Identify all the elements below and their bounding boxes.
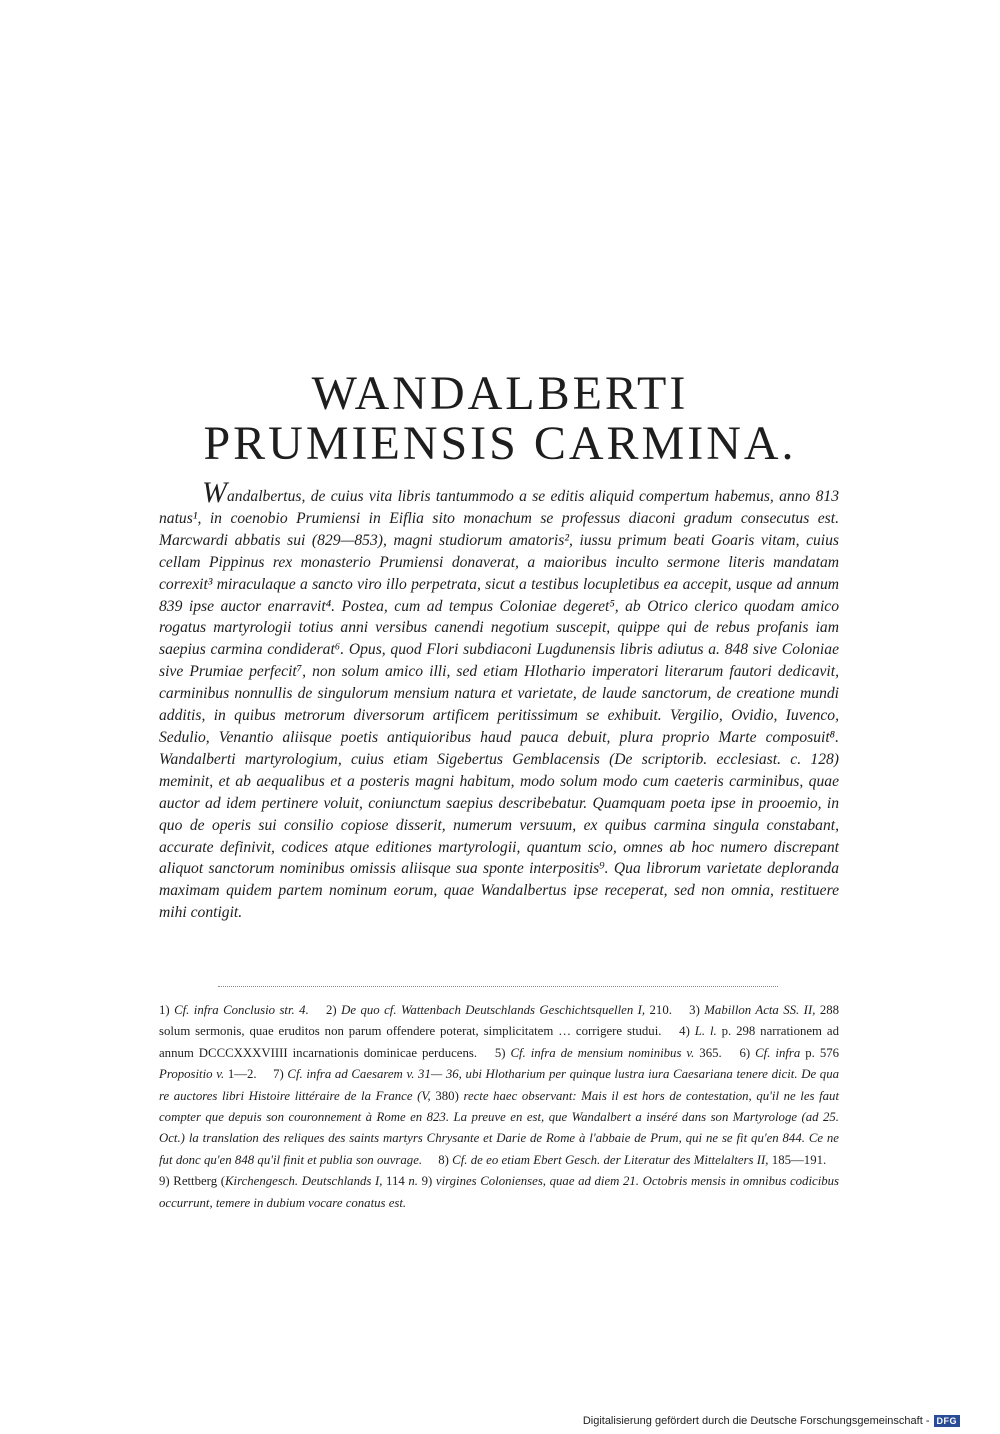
initial-letter: W [202,476,227,509]
footnote-text: 380) [430,1088,464,1103]
digitization-credit [583,1415,960,1427]
footnote-text: De quo cf. Wattenbach Deutschlands Geschichtsquellen I, [341,1003,646,1017]
footnote-marker: 8) [438,1152,453,1167]
footnote-text: 185—191. [768,1152,827,1167]
footnote-text: recte haec observant: Mais il est hors de contestation, qu'il ne les faut compter que depuis son couronnement à Rome en 823. La preuve en est, que Wandalbert a inséré dans son Martyrologe (ad 25. Oct.) la translation des reliques des saints martyrs Chrysante et Darie de Rome à l'abbaie de Prum, qui ne se fit qu'en 844. Ce ne fut donc qu'en 848 qu'il finit et publia son ouvrage. [159,1088,840,1167]
footnote-marker: 2) [326,1003,342,1017]
credit-text: Digitalisierung gefördert durch die Deutsche Forschungsgemeinschaft - [582,1415,930,1427]
footnote-block [159,1000,839,1214]
title-line-1: WANDALBERTI [311,367,689,420]
footnote-text: 288 solum sermonis, quae eruditos non parum offendere poterat, simplicitatem … corrigere studui. [159,1003,840,1039]
footnote-text: virgines Colonienses, quae ad diem 21. Octobris mensis in omnibus codicibus occurrunt, temere in dubium vocare conatus est. [159,1174,840,1210]
footnote-text: p. 576 [800,1045,840,1060]
footnote-text: 365. [694,1045,722,1060]
footnote-text: L. l. [694,1024,717,1039]
footnote-8 [438,1153,826,1167]
footnote-1 [159,1003,309,1017]
footnote-marker: 6) [739,1045,756,1060]
title-line-2: PRUMIENSIS CARMINA. [203,417,797,470]
footnote-marker: 4) [679,1024,695,1039]
footnote-text: 210. [645,1003,672,1017]
footnote-text: Cf. de eo etiam Ebert Gesch. der Literatur des Mittelalters II, [452,1152,769,1167]
footnote-text: p. 298 narrationem ad annum DCCCXXXVIIII incarnationis dominicae perducens. [159,1024,839,1060]
footnote-text: 9) [418,1174,436,1189]
footnote-2 [326,1003,672,1017]
footnote-marker: 3) [689,1003,705,1017]
footnote-text: Cf. infra ad Caesarem v. 31— 36, ubi Hlotharium per quinque lustra iura Caesariana tenere dicit. De qua re auctores libri Histoire littéraire de la France (V, [159,1067,840,1103]
footnote-text: Mabillon Acta SS. II, [704,1003,816,1017]
footnote-text: n. [408,1174,418,1189]
footnote-text: 114 [382,1174,409,1189]
footnote-text: Rettberg ( [173,1174,225,1189]
footnote-marker: 9) [159,1174,174,1189]
body-paragraph [159,476,839,924]
footnote-marker: 1) [159,1003,175,1017]
footnote-text: Cf. infra de mensium nominibus v. [510,1045,695,1060]
footnote-text: Cf. infra Conclusio str. 4. [174,1003,309,1017]
dotted-separator [218,986,778,989]
footnote-text: Kirchengesch. Deutschlands I, [225,1174,383,1189]
footnote-text: Cf. infra [755,1045,801,1060]
footnote-5 [495,1046,722,1060]
footnote-9 [159,1174,839,1209]
footnote-marker: 7) [273,1067,288,1082]
footnote-marker: 5) [494,1045,511,1060]
footnote-text: 1—2. [224,1067,257,1082]
footnote-text: Propositio v. [159,1067,225,1082]
footnotes [159,1000,839,1214]
body-text: andalbertus, de cuius vita libris tantummodo a se editis aliquid compertum habemus, anno 813 natus¹, in coenobio Prumiensi in Eiflia sito monachum se professus diaconi gradum consecutus est. Marcwardi abbatis sui (829—853), magni studiorum amatoris², iussu primum beati Goaris vitam, cuius cellam Pippinus rex monasterio Prumiensi donaverat, a maioribus inculto sermone literis mandatam correxit³ miraculaque a sancto viro illo perpetrata, sicut a testibus locupletibus ea accepit, usque ad annum 839 ipse auctor enarravit⁴. Postea, cum ad tempus Coloniae degeret⁵, ab Otrico clerico quodam amico rogatus martyrologii totius anni versibus canendi negotium suscepit, quippe qui de rebus profanis iam saepius carmina condiderat⁶. Opus, quod Flori subdiaconi Lugdunensis libris adiutus a. 848 sive Coloniae sive Prumiae perfecit⁷, non solum amico illi, sed etiam Hlothario imperatori literarum fautori dedicavit, carminibus nonnullis de singulorum mensium natura et varietate, de laude sanctorum, de creatione mundi additis, in quibus metrorum diversorum artificem peritissimum se exhibuit. Vergilio, Ovidio, Iuvenco, Sedulio, Venantio aliisque poetis antiquioribus haud pauca debuit, plura proprio Marte composuit⁸. Wandalberti martyrologium, cuius etiam Sigebertus Gemblacensis (De scriptorib. ecclesiast. c. 128) meminit, et ab aequalibus et a posteris magni habitum, modo solum modo cum caeteris carminibus, quae auctor ad idem pertinere voluit, coniunctum saepius describebatur. Quamquam poeta ipse in prooemio, in quo de operis sui consilio copiose disserit, numerum versuum, ex quibus carmina singula constabant, accurate definivit, codices atque editiones martyrologii, quantum scio, omnes ab hoc numero discrepant aliquot sanctorum nominibus omissis aliisque sua sponte interpositis⁹. Qua librorum varietate deploranda maximam quidem partem nominum eorum, quae Wandalbertus ipse receperat, sed non omnia, restituere mihi contigit. [159,488,839,922]
dfg-logo: DFG [934,1415,961,1427]
